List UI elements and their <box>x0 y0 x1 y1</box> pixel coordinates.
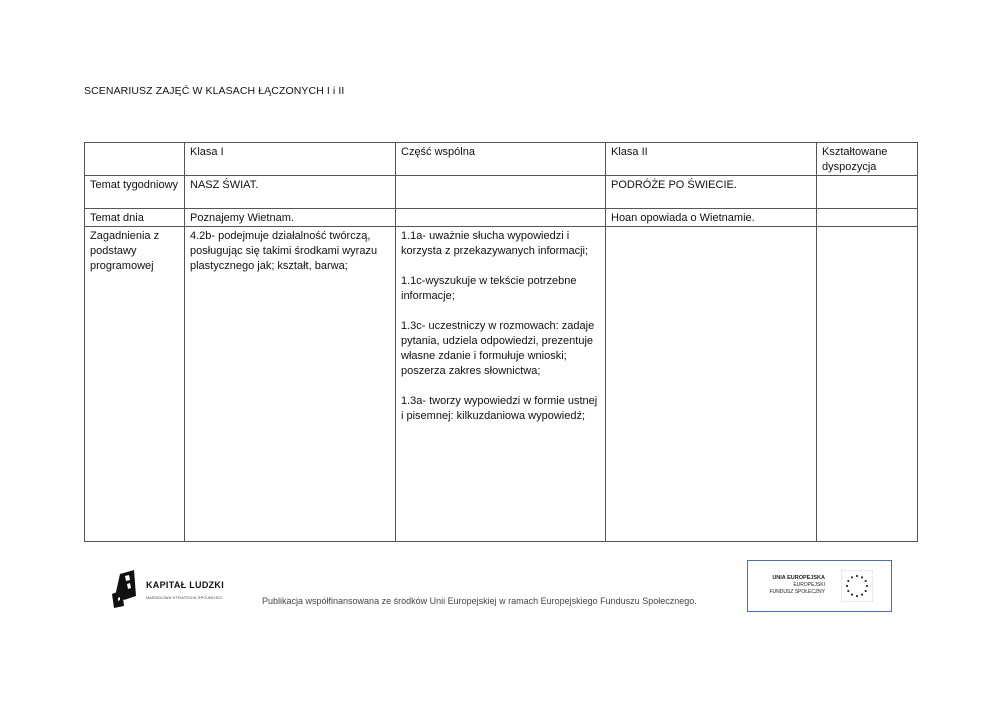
funding-note: Publikacja współfinansowana ze środków Unii Europejskiej w ramach Europejskiego Funduszu Społecznego. <box>262 596 697 606</box>
row-label-zagadnienia: Zagadnienia z podstawy programowej <box>85 227 185 542</box>
cell-temat-dnia-klasa-1: Poznajemy Wietnam. <box>185 209 396 227</box>
table-header-row <box>85 143 918 176</box>
cell-temat-tygodniowy-dyspozycje <box>817 176 918 209</box>
cell-temat-tygodniowy-wspolna <box>396 176 606 209</box>
eu-star-icon <box>851 594 853 596</box>
cell-zagadnienia-klasa-1: 4.2b- podejmuje działalność twórczą, posługując się takimi środkami wyrazu plastycznego jak; kształt, barwa; <box>185 227 396 542</box>
eu-star-icon <box>847 590 849 592</box>
curriculum-item: 1.1c-wyszukuje w tekście potrzebne informacje; <box>401 275 577 302</box>
eu-logo-line-2: EUROPEJSKI <box>793 582 825 588</box>
table-row-temat-dnia <box>85 209 918 227</box>
kapital-ludzki-emblem-icon <box>110 570 142 610</box>
cell-zagadnienia-klasa-2 <box>606 227 817 542</box>
eu-star-icon <box>866 585 868 587</box>
eu-star-icon <box>861 576 863 578</box>
eu-star-icon <box>856 595 858 597</box>
eu-star-icon <box>856 575 858 577</box>
curriculum-item: 1.3c- uczestniczy w rozmowach: zadaje pytania, udziela odpowiedzi, prezentuje własne zdanie i formułuje wnioski; poszerza zakres słownictwa; <box>401 320 595 377</box>
table-row-temat-tygodniowy <box>85 176 918 209</box>
cell-temat-dnia-dyspozycje <box>817 209 918 227</box>
cell-zagadnienia-wspolna <box>396 227 606 542</box>
cell-zagadnienia-dyspozycje <box>817 227 918 542</box>
cell-temat-dnia-wspolna <box>396 209 606 227</box>
header-czesc-wspolna: Część wspólna <box>396 143 606 176</box>
eu-star-icon <box>847 580 849 582</box>
eu-logo-line-3: FUNDUSZ SPOŁECZNY <box>769 589 825 595</box>
row-label-temat-tygodniowy: Temat tygodniowy <box>85 176 185 209</box>
header-dyspozycje: Kształtowane dyspozycja <box>817 143 918 176</box>
eu-star-icon <box>846 585 848 587</box>
curriculum-item: 1.1a- uważnie słucha wypowiedzi i korzysta z przekazywanych informacji; <box>401 230 589 257</box>
kapital-ludzki-logo <box>110 570 240 610</box>
cell-temat-tygodniowy-klasa-2: PODRÓŻE PO ŚWIECIE. <box>606 176 817 209</box>
row-label-temat-dnia: Temat dnia <box>85 209 185 227</box>
kapital-ludzki-name: KAPITAŁ LUDZKI <box>146 580 225 590</box>
eu-logo-text <box>769 575 825 596</box>
header-empty-cell <box>85 143 185 176</box>
kapital-ludzki-subtitle: NARODOWA STRATEGIA SPÓJNOŚCI <box>146 595 223 600</box>
eu-star-icon <box>865 580 867 582</box>
scenario-table <box>84 142 918 542</box>
header-klasa-1: Klasa I <box>185 143 396 176</box>
eu-logo <box>747 560 892 612</box>
eu-star-icon <box>861 594 863 596</box>
eu-stars-flag-icon <box>841 570 873 602</box>
curriculum-item: 1.3a- tworzy wypowiedzi w formie ustnej i pisemnej: kilkuzdaniowa wypowiedź; <box>401 395 598 422</box>
table-row-zagadnienia <box>85 227 918 542</box>
header-klasa-2: Klasa II <box>606 143 817 176</box>
cell-temat-tygodniowy-klasa-1: NASZ ŚWIAT. <box>185 176 396 209</box>
eu-star-icon <box>865 590 867 592</box>
document-title: SCENARIUSZ ZAJĘĆ W KLASACH ŁĄCZONYCH I i II <box>84 85 345 97</box>
cell-temat-dnia-klasa-2: Hoan opowiada o Wietnamie. <box>606 209 817 227</box>
eu-star-icon <box>851 576 853 578</box>
eu-logo-line-1: UNIA EUROPEJSKA <box>772 575 825 581</box>
